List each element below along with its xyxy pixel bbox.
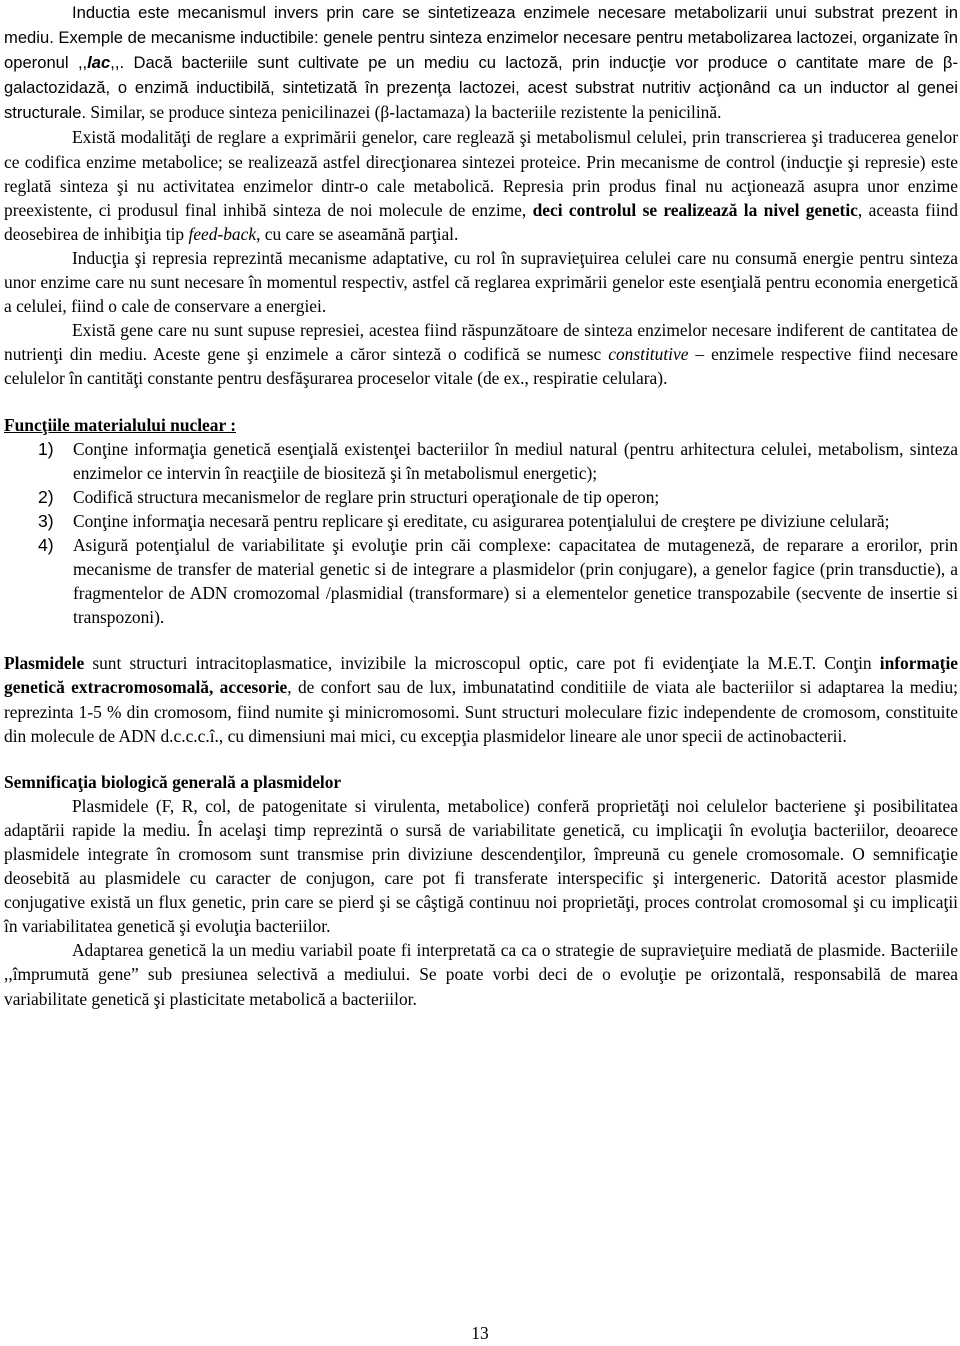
list-item xyxy=(4,533,958,629)
significance-text: Plasmidele (F, R, col, de patogenitate si virulenta, metabolice) conferă proprietăţi noi celulelor bacteriene şi posibilitatea adaptării rapide la mediu. xyxy=(4,795,958,840)
list-item xyxy=(4,485,958,509)
induction-text-end: Similar, se produce sinteza penicilinazei (β-lactamaza) la bacteriile rezistente la penicilină. xyxy=(86,102,722,123)
constitutive-term: constitutive xyxy=(608,344,689,365)
paragraph-regulation xyxy=(4,125,958,245)
list-text: Conţine informaţia genetică esenţială existenţei bacteriilor în mediul natural (pentru arhitectura celulei, metabolism, sinteza enzimelor ce intervin în reacţiile de biositeză şi în metabolismul energetic); xyxy=(73,438,958,483)
paragraph-induction xyxy=(4,0,958,125)
list-number: 2) xyxy=(38,486,54,507)
list-item xyxy=(4,509,958,533)
feedback-term: feed-back xyxy=(188,223,257,244)
functions-list xyxy=(4,437,958,630)
adaptation-text: Adaptarea genetică la un mediu variabil poate fi interpretată ca ca o strategie de supravieţuire mediată de plasmide. Bacteriile ,,împrumută gene” sub presiunea selectivă a mediului. Se poate vorbi deci de o evoluţie pe orizontală, responsabilă de marea variabilitate genetică şi plasticitate metabolică a bacteriilor. xyxy=(4,940,958,1009)
significance-text-end: În acelaşi timp reprezintă o sursă de variabilitate genetică, cu implicaţii în evoluţia bacteriilor, deoarece plasmidele integrate în cromosom sunt transmise prin diviziune descendenţilor, împreună cu genele cromosomale. O semnificaţie deosebită au plasmidele cu caracter de conjugon, care pot fi transferate interspecific şi intergeneric. Datorită acestor plasmide conjugative există un flux genetic, prin care se pierd şi se câştigă continuu noi proprietăţi, proces controlat cromosomal şi cu implicaţii în variabilitatea genetică şi evoluţia bacteriilor. xyxy=(4,819,958,937)
paragraph-adaptive xyxy=(4,246,958,318)
plasmids-text: sunt structuri intracitoplasmatice, invizibile la microscopul optic, care pot fi evidenţiate la M.E.T. Conţin xyxy=(84,653,880,674)
regulation-text-mid: , aceasta fiind deosebirea de inhibiţia tip xyxy=(4,199,958,244)
regulation-text: Există modalităţi de reglare a exprimării genelor, care reglează şi metabolismul celulei, prin transcrierea şi traducerea genelor ce codifica enzime metabolice; se realizează astfel direcţionarea sintezei proteice. Prin mecanisme de control (inducţie şi represie) este reglată sinteza şi nu activitatea enzimelor dintr-o cale metabolică. Represia prin produs final nu acţionează asupra unor enzime preexistente, ci produsul final inhibă sinteza de noi molecule de enzime, xyxy=(4,127,958,220)
paragraph-constitutive xyxy=(4,318,958,390)
plasmids-bold-phrase: informaţie genetică extracromosomală, accesorie xyxy=(4,653,958,698)
document-page xyxy=(4,0,958,1011)
induction-text: Inductia este mecanismul invers prin care se sintetizeaza enzimele necesare metabolizarii unui substrat prezent in mediu. Exemple de mecanisme inductibile: genele pentru sinteza enzimelor necesare pentru metabolizarea lactozei, organizate în operonul ,, xyxy=(4,3,958,73)
adaptive-text: Inducţia şi represia reprezintă mecanisme adaptative, cu rol în supravieţuirea celulei care nu consumă energie pentru sinteza unor enzime care nu sunt necesare în momentul respectiv, astfel că reglarea exprimării genelor este esenţială pentru economia energetică a celulei, fiind o cale de conservare a energiei. xyxy=(4,247,958,317)
list-text: Codifică structura mecanismelor de reglare prin structuri operaţionale de tip operon; xyxy=(73,486,660,507)
paragraph-plasmids xyxy=(4,651,958,747)
list-item xyxy=(4,437,958,485)
list-number: 1) xyxy=(38,438,54,459)
plasmids-term: Plasmidele xyxy=(4,653,85,674)
regulation-bold: deci controlul se realizează la nivel genetic xyxy=(532,199,858,220)
plasmids-text-end: , de confort sau de lux, imbunatatind conditiile de viata ale bacteriilor si adaptarea la mediu; reprezinta 1-5 % din cromosom, fiind numite şi minicromosomi. Sunt structuri moleculare fizic independente de cromosom, constituite din molecule de ADN d.c.c.c.î., cu dimensiuni mai mici, cu excepţia plasmidelor lineare ale unor specii de actinobacterii. xyxy=(4,677,959,746)
heading-significance: Semnificaţia biologică generală a plasmidelor xyxy=(4,771,342,792)
paragraph-significance xyxy=(4,794,958,939)
operon-lac: lac xyxy=(87,53,111,73)
list-text: Conţine informaţia necesară pentru replicare şi ereditate, cu asigurarea potenţialului de creştere pe diviziune celulară; xyxy=(73,510,890,531)
constitutive-text-end: – enzimele respective fiind necesare celulelor în cantităţi constante pentru desfăşurarea proceselor vitale (de ex., respiratie celulara). xyxy=(4,344,958,389)
heading-nuclear-functions: Funcţiile materialului nuclear : xyxy=(4,414,237,435)
page-number: 13 xyxy=(471,1323,489,1343)
regulation-text-end: , cu care se aseamănă parţial. xyxy=(256,223,459,244)
list-number: 3) xyxy=(38,510,54,531)
list-number: 4) xyxy=(38,534,54,555)
constitutive-text: Există gene care nu sunt supuse represiei, acestea fiind răspunzătoare de sinteza enzimelor necesare indiferent de cantitatea de nutrienţi din mediu. Aceste gene şi enzimele a căror sinteză o codifică se numesc xyxy=(4,320,958,365)
paragraph-genetic-adaptation xyxy=(4,938,958,1010)
operon-quote-close: ,, xyxy=(110,53,120,73)
induction-text-cont: . Dacă bacteriile sunt cultivate pe un mediu cu lactoză, prin inducţie vor produce o cantitate mare de β-galactozidază, o enzimă inductibilă, sintetizată în prezenţa lactozei, acest substrat nutritiv acţionând ca un inductor al genei structurale. xyxy=(4,53,958,123)
list-text: Asigură potenţialul de variabilitate şi evoluţie prin căi complexe: capacitatea de mutageneză, de reparare a erorilor, prin mecanisme de transfer de material genetic si de integrare a plasmidelor (prin conjugare), a genelor fagice (prin transductie), a fragmentelor de ADN cromozomal /plasmidial (transformare) si a elementelor genetice transpozabile (secvente de insertie si transpozoni). xyxy=(73,534,958,628)
